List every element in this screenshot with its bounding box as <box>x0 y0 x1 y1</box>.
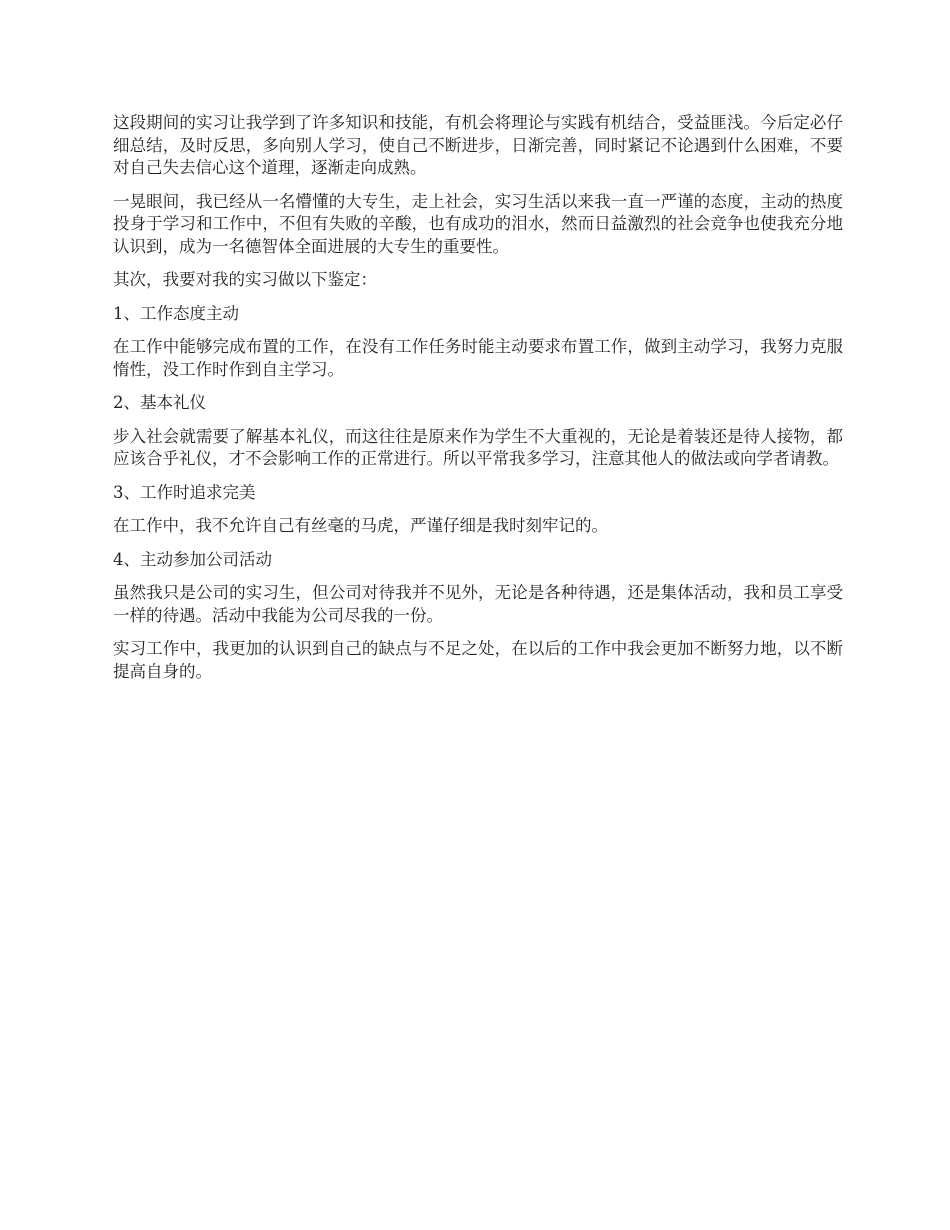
paragraph-reflection: 一晃眼间，我已经从一名懵懂的大专生，走上社会，实习生活以来我一直一严谨的态度，主动的热度投身于学习和工作中，不但有失败的辛酸，也有成功的泪水，然而日益激烈的社会竞争也使我充分地认识到，成为一名德智体全面进展的大专生的重要性。 <box>113 191 843 256</box>
section-heading-etiquette: 2、基本礼仪 <box>113 393 206 412</box>
paragraph-etiquette: 步入社会就需要了解基本礼仪，而这往往是原来作为学生不大重视的，无论是着装还是待人接物，都应该合乎礼仪，才不会影响工作的正常进行。所以平常我多学习，注意其他人的做法或向学者请教。 <box>113 426 843 468</box>
section-heading-activities: 4、主动参加公司活动 <box>113 549 272 569</box>
section-heading-perfection: 3、工作时追求完美 <box>113 482 256 502</box>
document-body <box>113 112 843 694</box>
paragraph-conclusion: 实习工作中，我更加的认识到自己的缺点与不足之处，在以后的工作中我会更加不断努力地，以不断提高自身的。 <box>113 639 843 681</box>
paragraph-activities: 虽然我只是公司的实习生，但公司对待我并不见外，无论是各种待遇，还是集体活动，我和员工享受一样的待遇。活动中我能为公司尽我的一份。 <box>113 583 843 625</box>
section-heading-attitude: 1、工作态度主动 <box>113 303 239 323</box>
paragraph-perfection: 在工作中，我不允许自己有丝毫的马虎，严谨仔细是我时刻牢记的。 <box>113 516 608 535</box>
paragraph-intro: 这段期间的实习让我学到了许多知识和技能，有机会将理论与实践有机结合，受益匪浅。今后定必仔细总结，及时反思，多向别人学习，使自己不断进步，日渐完善，同时紧记不论遇到什么困难，不要对自己失去信心这个道理，逐渐走向成熟。 <box>113 113 843 177</box>
paragraph-summary-lead: 其次，我要对我的实习做以下鉴定： <box>113 270 377 289</box>
paragraph-attitude: 在工作中能够完成布置的工作，在没有工作任务时能主动要求布置工作，做到主动学习，我努力克服惰性，没工作时作到自主学习。 <box>113 337 843 379</box>
